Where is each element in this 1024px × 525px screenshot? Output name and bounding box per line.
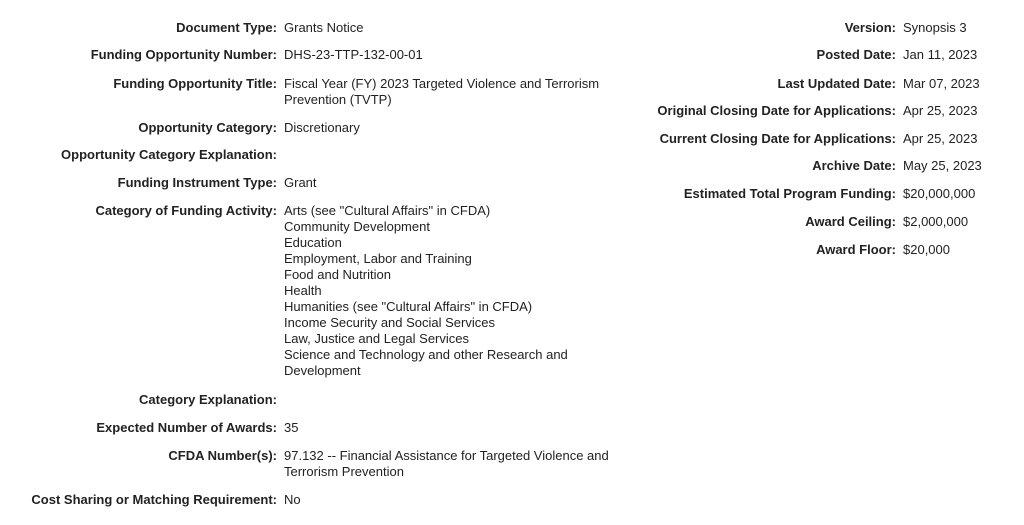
field-value: $20,000	[903, 242, 950, 257]
field-label: Opportunity Category:	[138, 120, 277, 135]
field-value	[284, 203, 614, 379]
field-label: Funding Opportunity Number:	[90, 47, 277, 62]
funding-activity-item: Health	[284, 283, 322, 298]
field-label: Category Explanation:	[139, 392, 277, 407]
left-field-row-document-type	[0, 20, 614, 36]
right-field-row-estimated-total-program-funding	[628, 186, 1013, 202]
funding-activity-item: Community Development	[284, 219, 430, 234]
field-label: Version:	[844, 20, 896, 35]
field-value: Grants Notice	[284, 20, 364, 35]
field-value: Apr 25, 2023	[903, 131, 978, 146]
field-label: Estimated Total Program Funding:	[683, 186, 896, 201]
funding-activity-item: Food and Nutrition	[284, 267, 391, 282]
right-field-row-award-floor	[628, 242, 1013, 258]
left-field-row-opportunity-category	[0, 120, 614, 136]
field-label: Opportunity Category Explanation:	[61, 147, 277, 162]
field-label: Category of Funding Activity:	[95, 203, 277, 218]
field-label: Last Updated Date:	[777, 76, 896, 91]
left-field-row-funding-opportunity-number	[0, 47, 614, 63]
field-value: May 25, 2023	[903, 158, 982, 173]
left-field-row-opportunity-category-explanation	[0, 147, 614, 162]
field-value: Grant	[284, 175, 317, 190]
field-label: Document Type:	[176, 20, 277, 35]
field-label: Posted Date:	[816, 47, 896, 62]
field-label: Award Floor:	[816, 242, 896, 257]
left-field-row-expected-number-of-awards	[0, 420, 614, 436]
funding-activity-item: Education	[284, 235, 342, 250]
field-label: Funding Opportunity Title:	[113, 76, 277, 91]
right-field-row-current-closing-date-for-applications	[628, 131, 1013, 147]
left-field-row-cfda-number-s	[0, 448, 614, 480]
funding-activity-item: Income Security and Social Services	[284, 315, 495, 330]
left-field-row-category-of-funding-activity	[0, 203, 614, 379]
field-value	[284, 147, 614, 162]
right-field-row-original-closing-date-for-applications	[628, 103, 1013, 119]
field-value: 35	[284, 420, 299, 435]
left-field-row-cost-sharing-or-matching-requirement	[0, 492, 614, 508]
field-value: $20,000,000	[903, 186, 976, 201]
funding-activity-item: Arts (see "Cultural Affairs" in CFDA)	[284, 203, 491, 218]
left-field-row-funding-instrument-type	[0, 175, 614, 191]
field-value: Jan 11, 2023	[903, 47, 978, 62]
field-value: Apr 25, 2023	[903, 103, 978, 118]
field-value: DHS-23-TTP-132-00-01	[284, 47, 423, 62]
left-field-row-category-explanation	[0, 392, 614, 407]
field-value: Mar 07, 2023	[903, 76, 980, 91]
field-value: Synopsis 3	[903, 20, 967, 35]
field-label: Original Closing Date for Applications:	[657, 103, 896, 118]
right-field-row-version	[628, 20, 1013, 36]
left-field-row-funding-opportunity-title	[0, 76, 614, 108]
field-value: No	[284, 492, 301, 507]
right-field-row-archive-date	[628, 158, 1013, 174]
right-field-row-award-ceiling	[628, 214, 1013, 230]
right-field-row-last-updated-date	[628, 76, 1013, 92]
field-label: Funding Instrument Type:	[117, 175, 277, 190]
field-label: CFDA Number(s):	[168, 448, 277, 463]
field-label: Archive Date:	[812, 158, 896, 173]
field-label: Current Closing Date for Applications:	[659, 131, 896, 146]
funding-activity-item: Employment, Labor and Training	[284, 251, 472, 266]
field-label: Cost Sharing or Matching Requirement:	[31, 492, 277, 507]
field-value	[284, 392, 614, 407]
field-value: Discretionary	[284, 120, 360, 135]
funding-activity-item: Humanities (see "Cultural Affairs" in CFDA)	[284, 299, 533, 314]
funding-activity-item: Law, Justice and Legal Services	[284, 331, 469, 346]
field-value: $2,000,000	[903, 214, 969, 229]
right-field-row-posted-date	[628, 47, 1013, 63]
field-value: 97.132 -- Financial Assistance for Targeted Violence and Terrorism Prevention	[284, 448, 609, 479]
field-label: Award Ceiling:	[805, 214, 896, 229]
funding-activity-item: Science and Technology and other Research and Development	[284, 347, 568, 378]
field-value: Fiscal Year (FY) 2023 Targeted Violence and Terrorism Prevention (TVTP)	[284, 76, 600, 107]
field-label: Expected Number of Awards:	[96, 420, 277, 435]
